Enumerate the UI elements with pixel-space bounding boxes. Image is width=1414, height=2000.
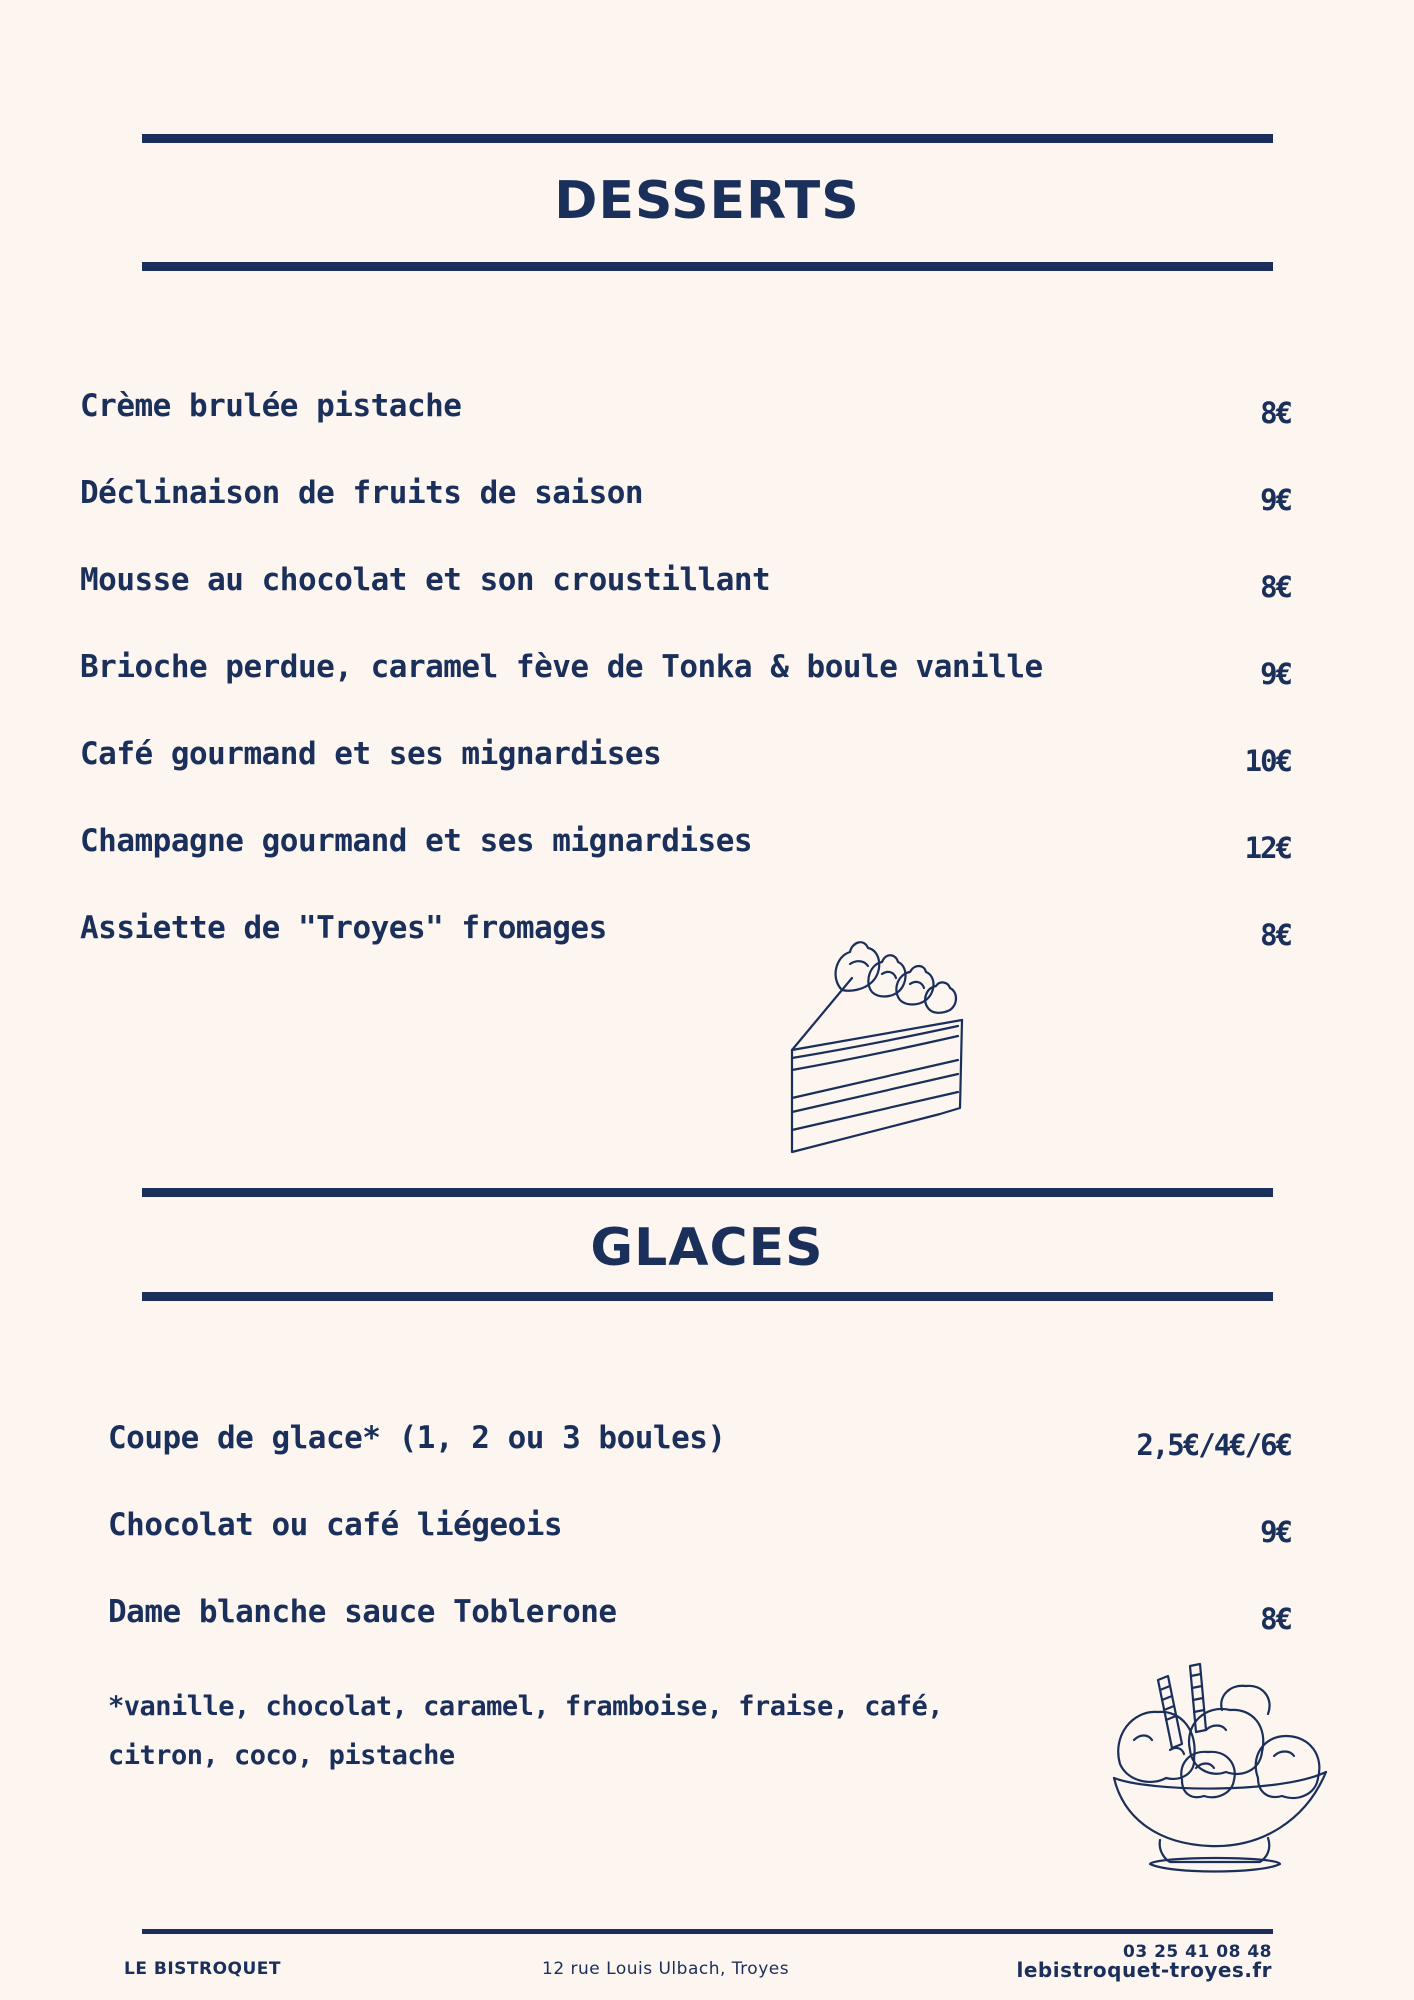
footer-rule [142, 1929, 1273, 1934]
item-price: 8€ [1260, 396, 1291, 430]
item-name: Champagne gourmand et ses mignardises [80, 823, 753, 859]
item-price: 8€ [1260, 918, 1291, 952]
list-item [108, 1594, 1291, 1644]
desserts-bottom-rule [142, 262, 1273, 271]
address: 12 rue Louis Ulbach, Troyes [542, 1959, 790, 1979]
glaces-top-rule [142, 1188, 1273, 1197]
item-price: 9€ [1260, 1515, 1291, 1549]
item-name: Dame blanche sauce Toblerone [108, 1594, 617, 1630]
item-price: 12€ [1244, 831, 1291, 865]
item-name: Coupe de glace* (1, 2 ou 3 boules) [108, 1420, 726, 1456]
item-name: Crème brulée pistache [80, 388, 462, 424]
list-item [80, 910, 1291, 960]
desserts-title: DESSERTS [554, 171, 860, 231]
cake-slice-icon [780, 930, 970, 1150]
item-price: 8€ [1260, 1602, 1291, 1636]
list-item [80, 562, 1291, 612]
flavors-note: *vanille, chocolat, caramel, framboise, fraise, café, citron, coco, pistache [108, 1691, 944, 1771]
item-price: 10€ [1244, 744, 1291, 778]
item-name: Chocolat ou café liégeois [108, 1507, 563, 1543]
list-item [80, 823, 1291, 873]
list-item [80, 736, 1291, 786]
list-item [108, 1420, 1291, 1470]
item-name: Brioche perdue, caramel fève de Tonka & boule vanille [80, 649, 1043, 685]
item-price: 9€ [1260, 657, 1291, 691]
phone-number: 03 25 41 08 48 [1123, 1942, 1272, 1962]
list-item [80, 649, 1291, 699]
glaces-title: GLACES [590, 1218, 824, 1278]
desserts-top-rule [142, 134, 1273, 143]
item-price: 9€ [1260, 483, 1291, 517]
item-name: Assiette de "Troyes" fromages [80, 910, 607, 946]
website-link[interactable]: lebistroquet-troyes.fr [1016, 1958, 1272, 1982]
item-name: Déclinaison de fruits de saison [80, 475, 644, 511]
list-item [80, 475, 1291, 525]
item-name: Mousse au chocolat et son croustillant [80, 562, 771, 598]
item-price: 2,5€/4€/6€ [1136, 1428, 1291, 1462]
list-item [108, 1507, 1291, 1557]
item-name: Café gourmand et ses mignardises [80, 736, 662, 772]
ice-cream-bowl-icon [1110, 1660, 1330, 1890]
restaurant-name: LE BISTROQUET [124, 1959, 281, 1979]
list-item [80, 388, 1291, 438]
item-price: 8€ [1260, 570, 1291, 604]
glaces-bottom-rule [142, 1292, 1273, 1301]
